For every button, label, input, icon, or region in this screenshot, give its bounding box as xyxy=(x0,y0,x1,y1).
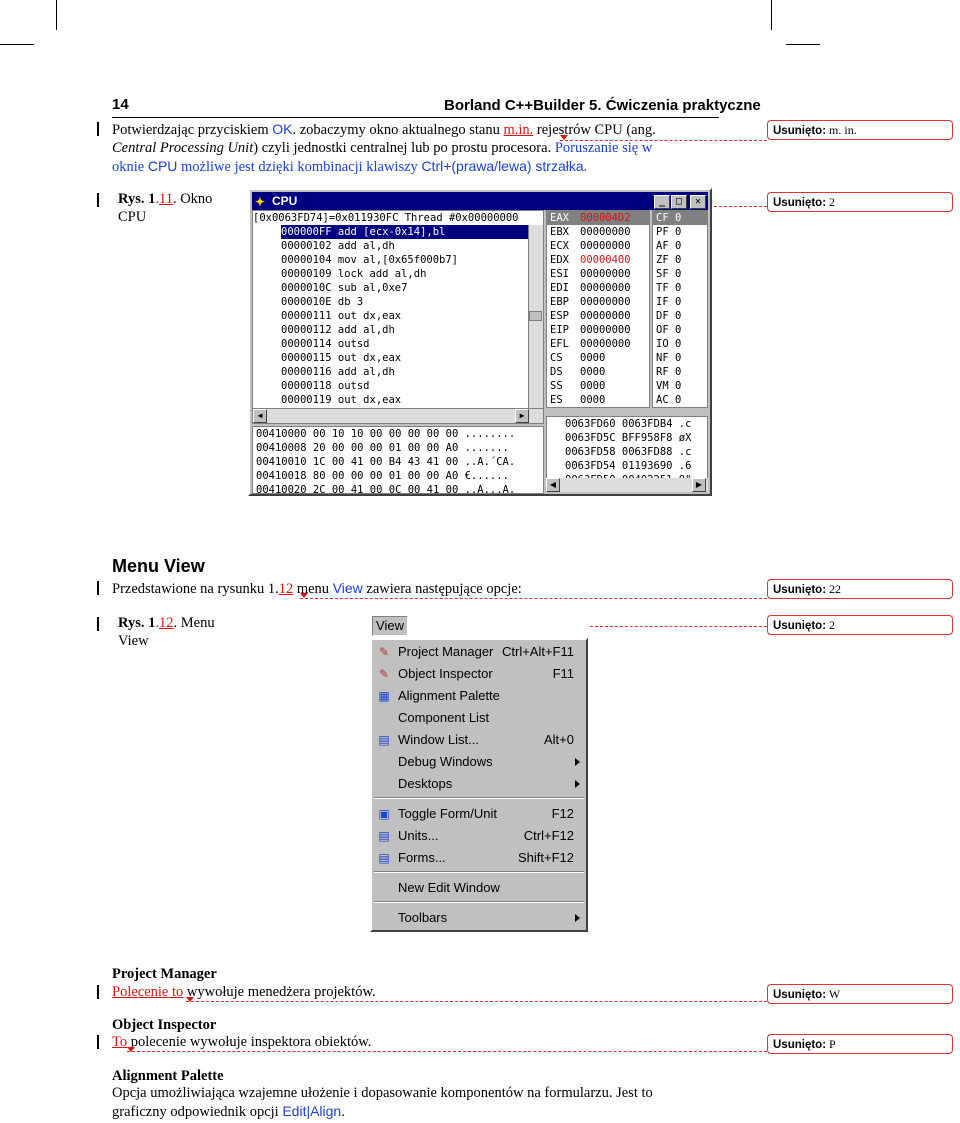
view-menu xyxy=(370,638,588,932)
disassembly-pane[interactable] xyxy=(252,210,544,424)
menu-item-label: New Edit Window xyxy=(398,880,500,895)
menu-item-debug-windows[interactable] xyxy=(372,752,586,772)
register-row[interactable] xyxy=(547,267,649,281)
alignment-palette-icon: ▦ xyxy=(378,689,390,703)
units-icon: ▤ xyxy=(378,829,390,843)
menu-item-label: Toggle Form/Unit xyxy=(398,806,497,821)
register-row[interactable] xyxy=(547,295,649,309)
def-text-object-inspector: To polecenie wywołuje inspektora obiektów. xyxy=(112,1034,372,1050)
register-row[interactable] xyxy=(547,253,649,267)
disasm-line[interactable]: 00000114 outsd xyxy=(281,338,370,350)
flag-row[interactable]: AF 0 xyxy=(656,240,682,252)
comment-connector xyxy=(127,1051,767,1052)
stack-pane[interactable] xyxy=(546,416,708,484)
submenu-arrow-icon xyxy=(575,780,580,788)
register-row[interactable] xyxy=(547,225,649,239)
register-row[interactable] xyxy=(547,351,649,365)
cpu-app-icon: ✦ xyxy=(255,195,266,209)
section-intro: Przedstawione na rysunku 1.12 menu View zawiera następujące opcje: xyxy=(112,580,522,597)
maximize-icon[interactable]: □ xyxy=(671,195,687,209)
comment-bubble[interactable]: Usunięto: W xyxy=(767,984,953,1004)
register-name: EIP xyxy=(550,324,569,336)
project-manager-icon: ✎ xyxy=(378,645,390,659)
register-name: DS xyxy=(550,366,563,378)
register-row[interactable] xyxy=(547,323,649,337)
menu-item-label: Project Manager xyxy=(398,644,494,659)
menu-item-toolbars[interactable] xyxy=(372,908,586,928)
stack-row[interactable]: 0063FD60 0063FDB4 .c xyxy=(565,418,692,430)
comment-bubble[interactable]: Usunięto: 22 xyxy=(767,579,953,599)
window-list-icon: ▤ xyxy=(378,733,390,747)
disasm-line[interactable]: 00000115 out dx,eax xyxy=(281,352,402,364)
flag-row[interactable]: AC 0 xyxy=(656,394,682,406)
menu-item-label: Forms... xyxy=(398,850,446,865)
disasm-line[interactable]: 00000119 out dx,eax xyxy=(281,394,402,406)
ok-keyword: OK xyxy=(272,121,293,137)
memory-dump-pane[interactable] xyxy=(252,426,544,494)
flag-row[interactable]: IO 0 xyxy=(656,338,682,350)
comment-bubble[interactable]: Usunięto: 2 xyxy=(767,615,953,635)
register-value: 00000000 xyxy=(580,338,631,350)
flag-row[interactable]: VM 0 xyxy=(656,380,682,392)
menu-item-label: Debug Windows xyxy=(398,754,493,769)
change-bar xyxy=(97,193,99,207)
menu-item-label: Object Inspector xyxy=(398,666,493,681)
change-bar xyxy=(97,985,99,999)
register-name: ESP xyxy=(550,310,569,322)
comment-connector xyxy=(590,626,767,627)
menu-item-label: Units... xyxy=(398,828,439,843)
register-row[interactable] xyxy=(547,309,649,323)
disasm-line[interactable]: 000000FF add [ecx-0x14],bl xyxy=(281,225,543,239)
flags-pane[interactable] xyxy=(652,210,708,408)
register-name: SS xyxy=(550,380,563,392)
object-inspector-icon: ✎ xyxy=(378,667,390,681)
memory-row[interactable]: 00410008 20 00 00 00 01 00 00 A0 ....... xyxy=(256,442,509,454)
submenu-arrow-icon xyxy=(575,758,580,766)
comment-connector xyxy=(560,140,767,141)
menu-item-label: Alignment Palette xyxy=(398,688,500,703)
crop-mark xyxy=(771,0,772,30)
scroll-right-icon[interactable]: ▶ xyxy=(692,478,706,492)
section-heading: Menu View xyxy=(112,556,205,576)
menu-item-new-edit-window[interactable] xyxy=(372,878,586,898)
register-row[interactable] xyxy=(547,211,649,225)
toggle-form-unit-icon: ▣ xyxy=(378,807,390,821)
flag-row[interactable]: PF 0 xyxy=(656,226,682,238)
disasm-line[interactable]: 00000118 outsd xyxy=(281,380,370,392)
menu-item-toggle-form-unit[interactable] xyxy=(372,804,586,824)
menu-item-label: Desktops xyxy=(398,776,453,791)
registers-pane[interactable] xyxy=(546,210,650,408)
comment-connector xyxy=(186,1001,767,1002)
menu-item-component-list[interactable] xyxy=(372,708,586,728)
flag-row[interactable]: SF 0 xyxy=(656,268,682,280)
memory-row[interactable]: 00410000 00 10 10 00 00 00 00 00 ........ xyxy=(256,428,516,440)
register-name: EBP xyxy=(550,296,569,308)
register-name: EDI xyxy=(550,282,569,294)
flag-row[interactable]: NF 0 xyxy=(656,352,682,364)
def-title-object-inspector: Object Inspector xyxy=(112,1017,217,1033)
stack-row[interactable]: 0063FD54 01193690 .6 xyxy=(565,460,692,472)
scroll-thumb[interactable] xyxy=(529,311,542,321)
register-value: 0000 xyxy=(580,366,606,378)
disasm-line[interactable]: 0000010C sub al,0xe7 xyxy=(281,282,408,294)
flag-row[interactable]: TF 0 xyxy=(656,282,682,294)
disasm-line[interactable]: 00000109 lock add al,dh xyxy=(281,268,427,280)
register-row[interactable] xyxy=(547,365,649,379)
menu-separator xyxy=(374,901,584,903)
register-value: 00000000 xyxy=(580,226,631,238)
cpu-window xyxy=(248,188,712,496)
disasm-line[interactable]: 00000102 add al,dh xyxy=(281,240,395,252)
menu-bar-view[interactable]: View xyxy=(372,616,408,636)
crop-mark xyxy=(786,44,820,45)
menu-item-forms[interactable] xyxy=(372,848,586,868)
menu-separator xyxy=(374,797,584,799)
menu-item-shortcut: Ctrl+F12 xyxy=(523,828,574,843)
flag-row[interactable]: OF 0 xyxy=(656,324,682,336)
menu-separator xyxy=(374,871,584,873)
menu-item-window-list[interactable] xyxy=(372,730,586,750)
disasm-header: [0x0063FD74]=0x011930FC Thread #0x00000000 xyxy=(253,211,543,225)
register-row[interactable] xyxy=(547,393,649,407)
close-icon[interactable]: ✕ xyxy=(690,195,706,209)
page-number: 14 xyxy=(112,96,129,113)
menu-item-units[interactable] xyxy=(372,826,586,846)
register-value: 00000400 xyxy=(580,254,631,266)
crop-mark xyxy=(0,44,34,45)
scroll-left-icon[interactable]: ◀ xyxy=(253,409,267,423)
register-name: EBX xyxy=(550,226,569,238)
figure-caption: Rys. 1.12. Menu View xyxy=(118,615,215,649)
register-row[interactable] xyxy=(547,281,649,295)
change-bar xyxy=(97,122,99,136)
tracked-change: m.in. xyxy=(503,122,534,138)
menu-item-shortcut: F11 xyxy=(552,666,574,681)
register-row[interactable] xyxy=(547,337,649,351)
register-name: EAX xyxy=(550,212,569,224)
flag-row[interactable]: RF 0 xyxy=(656,366,682,378)
register-row[interactable] xyxy=(547,239,649,253)
register-value: 00000000 xyxy=(580,282,631,294)
memory-row[interactable]: 00410018 80 00 00 00 01 00 00 A0 €...... xyxy=(256,470,509,482)
disasm-line[interactable]: 00000116 add al,dh xyxy=(281,366,395,378)
register-name: ESI xyxy=(550,268,569,280)
disasm-line[interactable]: 00000111 out dx,eax xyxy=(281,310,402,322)
register-name: EDX xyxy=(550,254,569,266)
change-bar xyxy=(97,617,99,631)
memory-row[interactable]: 00410010 1C 00 41 00 B4 43 41 00 ..A.´CA. xyxy=(256,456,516,468)
register-value: 00000000 xyxy=(580,296,631,308)
disasm-line[interactable]: 00000112 add al,dh xyxy=(281,324,395,336)
menu-item-desktops[interactable] xyxy=(372,774,586,794)
flag-row[interactable]: DF 0 xyxy=(656,310,682,322)
cpu-window-titlebar: ✦ CPU _ □ ✕ xyxy=(252,192,708,210)
disasm-line[interactable]: 00000104 mov al,[0x65f000b7] xyxy=(281,254,459,266)
figure-caption: Rys. 1.11. Okno CPU xyxy=(118,191,213,225)
menu-item-project-manager[interactable] xyxy=(372,642,586,662)
register-row[interactable] xyxy=(547,379,649,393)
flag-row[interactable]: IF 0 xyxy=(656,296,682,308)
register-value: 0000 xyxy=(580,380,606,392)
menu-item-shortcut: Ctrl+Alt+F11 xyxy=(501,644,574,659)
flag-row[interactable]: CF 0 xyxy=(653,211,707,225)
stack-row[interactable]: 0063FD58 0063FD88 .c xyxy=(565,446,692,458)
comment-connector xyxy=(714,206,767,207)
comment-bubble[interactable]: Usunięto: P xyxy=(767,1034,953,1054)
register-value: 000004D2 xyxy=(580,212,631,224)
def-text-project-manager: Polecenie to wywołuje menedżera projektów. xyxy=(112,984,376,1000)
menu-item-label: Component List xyxy=(398,710,490,725)
stack-hscroll[interactable] xyxy=(546,478,708,492)
change-bar xyxy=(97,1035,99,1049)
menu-item-alignment-palette[interactable] xyxy=(372,686,586,706)
comment-bubble[interactable]: Usunięto: 2 xyxy=(767,192,953,212)
menu-item-shortcut: F12 xyxy=(551,806,574,821)
register-name: CS xyxy=(550,352,563,364)
submenu-arrow-icon xyxy=(575,914,580,922)
menu-item-object-inspector[interactable] xyxy=(372,664,586,684)
comment-connector xyxy=(300,598,767,599)
register-name: ES xyxy=(550,394,563,406)
def-text-alignment-palette: Opcja umożliwiająca wzajemne ułożenie i dopasowanie komponentów na formularzu. Jest to graficzny odpowiednik opcji Edit|Align. xyxy=(112,1085,653,1120)
register-name: ECX xyxy=(550,240,569,252)
scroll-right-icon[interactable]: ▶ xyxy=(515,409,529,423)
paragraph-intro: Potwierdzając przyciskiem OK. zobaczymy okno aktualnego stanu m.in. rejestrów CPU (ang. Central Processing Unit) czyli jednostki centralnej lub po prostu procesora. Poruszanie się w oknie CPU możliwe jest dzięki kombinacji klawiszy Ctrl+(prawa/lewa) strzałka. xyxy=(112,121,656,175)
forms-icon: ▤ xyxy=(378,851,390,865)
comment-bubble[interactable]: Usunięto: m. in. xyxy=(767,120,953,140)
minimize-icon[interactable]: _ xyxy=(654,195,670,209)
register-value: 00000000 xyxy=(580,240,631,252)
def-title-project-manager: Project Manager xyxy=(112,966,217,982)
register-value: 0000 xyxy=(580,352,606,364)
header-rule xyxy=(112,117,719,118)
stack-row[interactable]: 0063FD5C BFF958F8 øX xyxy=(565,432,692,444)
change-bar xyxy=(97,581,99,595)
disasm-vscroll[interactable] xyxy=(528,225,543,411)
register-value: 00000000 xyxy=(580,310,631,322)
crop-mark xyxy=(56,0,57,30)
memory-row[interactable]: 00410020 2C 00 41 00 0C 00 41 00 ,.A...A. xyxy=(256,484,516,494)
menu-item-label: Window List... xyxy=(398,732,479,747)
flag-row[interactable]: ZF 0 xyxy=(656,254,682,266)
register-name: EFL xyxy=(550,338,569,350)
menu-item-shortcut: Alt+0 xyxy=(544,732,574,747)
register-value: 00000000 xyxy=(580,324,631,336)
menu-item-shortcut: Shift+F12 xyxy=(517,850,574,865)
disasm-line[interactable]: 0000010E db 3 xyxy=(281,296,364,308)
scroll-left-icon[interactable]: ◀ xyxy=(546,478,560,492)
register-value: 0000 xyxy=(580,394,606,406)
menu-item-label: Toolbars xyxy=(398,910,448,925)
book-title: Borland C++Builder 5. Ćwiczenia praktyczne xyxy=(444,97,761,114)
keyboard-shortcut: Ctrl+(prawa/lewa) strzałka xyxy=(421,158,584,174)
register-value: 00000000 xyxy=(580,268,631,280)
disasm-hscroll[interactable] xyxy=(253,408,544,423)
def-title-alignment-palette: Alignment Palette xyxy=(112,1068,224,1084)
